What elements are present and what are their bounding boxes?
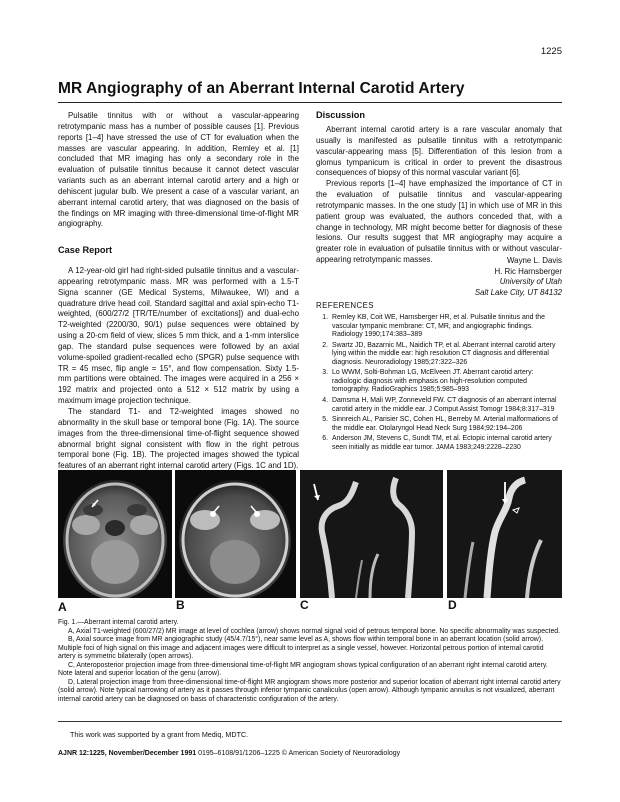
figure-panel-d <box>447 470 562 598</box>
author-2: H. Ric Harnsberger <box>494 266 562 276</box>
reference-item: 5. Sinnreich AL, Parisier SC, Cohen HL, Berreby M. Arterial malformations of the middle ear. Otolaryngol Head Neck Surg 1984;92:194–206 <box>322 416 558 432</box>
figure-panel-a <box>58 470 172 598</box>
figure-title: Fig. 1.—Aberrant internal carotid artery. <box>58 619 179 626</box>
intro-section <box>58 111 299 230</box>
discussion-heading: Discussion <box>316 110 366 120</box>
journal-name: AJNR 12:1225, November/December 1991 <box>58 750 197 757</box>
axial-t1-mr-image <box>58 470 172 598</box>
page-number: 1225 <box>540 46 562 57</box>
case-report-paragraph-2: The standard T1- and T2-weighted images showed no abnormality in the skull base or temporal bone (Fig. 1A). The source images from the three-dimensional time-of-flight sequence showed abnormal bright signal consistent with flow in the right petrous temporal bone (Fig. 1B). The projected images showed the typical features of an aberrant right internal carotid artery (Figs. 1C and 1D). <box>58 406 299 471</box>
lateral-projection-mra-image <box>447 470 562 598</box>
case-report-section <box>58 266 299 472</box>
caption-d: D, Lateral projection image from three-dimensional time-of-flight MR angiogram shows more posterior and superior location of aberrant right internal carotid artery (solid arrow). Note typical narrowing of artery as it passes through inferior tympanic canaliculus (open arrow). Although tympanic annulus is not visualized, aberrant internal carotid artery can be diagnosed on basis of characteristic configuration of the artery. <box>58 678 561 703</box>
reference-item: 1. Remley KB, Coit WE, Harnsberger HR, et al. Pulsatile tinnitus and the vascular tympanic membrane: CT, MR, and angiographic findings. Radiology 1990;174:383–389 <box>322 314 545 338</box>
figure-caption <box>58 619 562 704</box>
case-report-heading: Case Report <box>58 245 113 255</box>
case-report-paragraph-1: A 12-year-old girl had right-sided pulsatile tinnitus and a vascular-appearing retrotympanic mass. MR was performed with a 1.5-T Signa scanner (GE Medical Systems, Milwaukee, WI) and a quadrature drive head coil. Standard sagittal and axial spin-echo T1-weighted, (600/27/2 [TR/TE/number of excitations]) and dual-echo T2-weighted (2200/30, 90/1) pulse sequences were obtained by using a 20-cm field of view, slices 5 mm thick, and a 1-mm interslice gap. The standard pulse sequences were followed by an axial volume-spoiled gradient-recalled echo (SPGR) pulse sequence with TR = 45 msec, flip angle = 15°, and flow compensation. Sixty 1.5-mm partitions were obtained. The images were acquired in a 256 × 192 matrix and projected onto a 512 × 512 matrix by using a maximum image projection technique. <box>58 266 299 406</box>
reference-item: 2. Swartz JD, Bazarnic ML, Naidich TP, et al. Aberrant internal carotid artery lying within the middle ear: high resolution CT diagnosis and differential diagnosis. Neuroradiology 1985;27:322–326 <box>322 341 556 366</box>
affiliation-1: University of Utah <box>499 277 562 287</box>
discussion-paragraph-2: Previous reports [1–4] have emphasized the importance of CT in the evaluation of pulsatile tinnitus and vascular-appearing retrotympanic masses. In the one study [1] in which use of MR in this patient group was evaluated, the authors conceded that, with a change in technology, MR might become better for diagnosis of these lesions. Our results suggest that MR angiography may acquire a greater role in evaluation of pulsatile tinnitus with or without vascular-appearing retrotympanic masses. <box>316 179 562 265</box>
caption-b: B, Axial source image from MR angiographic study (45/4.7/15°), near same level as A, shows flow within temporal bone in an aberrant location (solid arrow). Multiple foci of high signal on this image and adjacent images were difficult to interpret as a single vessel, however. Horizontal petrous portion of internal carotid artery is symmetric bilaterally (open arrows). <box>58 636 544 660</box>
figure-panel-b <box>175 470 296 598</box>
caption-a: A, Axial T1-weighted (600/27/2) MR image at level of cochlea (arrow) shows normal signal void of petrous temporal bone. No specific abnormality was suspected. <box>68 627 561 635</box>
intro-paragraph: Pulsatile tinnitus with or without a vascular-appearing retrotympanic mass has a number of possible causes [1]. Previous reports [1–4] have stressed the use of CT for evaluation when the masses are vascular appearing. In addition, Remley et al. [1] concluded that MR imaging has only a secondary role in the evaluation of pulsatile tinnitus because it cannot detect vascular variants such as an aberrant internal carotid artery and a high or dehiscent jugular bulb. We present a case of a vascular variant, an aberrant internal carotid artery, that was diagnosed on the basis of the findings on MR imaging with three-dimensional time-of-flight MR angiography. <box>58 111 299 229</box>
footnote-rule <box>58 721 562 722</box>
ap-projection-mra-image <box>300 470 443 598</box>
reference-item: 3. Lo WWM, Solti-Bohman LG, McElveen JT. Aberrant carotid artery: radiologic diagnosis with emphasis on high-resolution computed tomography. RadioGraphics 1985;5:985–993 <box>322 369 534 394</box>
reference-item: 6. Anderson JM, Stevens C, Sundt TM, et al. Ectopic internal carotid artery seen initially as middle ear tumor. JAMA 1983;249:2228–2230 <box>322 435 552 451</box>
discussion-paragraph-1: Aberrant internal carotid artery is a rare vascular anomaly that usually is manifested as pulsatile tinnitus with a retrotympanic vascular-appearing mass [5]. Differentiation of this lesion from a glomus tympanicum is critical in order to prevent the disastrous consequences of biopsy of this normal vascular variant [6]. <box>316 125 562 178</box>
funding-footnote: This work was supported by a grant from Mediq, MDTC. <box>70 730 249 739</box>
axial-source-mra-image <box>175 470 296 598</box>
references-list <box>316 314 562 455</box>
discussion-section <box>316 125 562 266</box>
panel-label-b: B <box>176 598 185 612</box>
journal-rights: 0195–6108/91/1206–1225 © American Society of Neuroradiology <box>198 750 401 757</box>
panel-label-a: A <box>58 600 67 614</box>
author-signature <box>475 256 562 298</box>
panel-label-d: D <box>448 598 457 612</box>
caption-c: C, Anteroposterior projection image from three-dimensional time-of-flight MR angiogram shows typical configuration of an aberrant right internal carotid artery. Note lateral and superior location of the genu (arrow). <box>58 661 548 677</box>
title-rule <box>58 102 562 103</box>
author-1: Wayne L. Davis <box>507 256 562 265</box>
article-title: MR Angiography of an Aberrant Internal Carotid Artery <box>58 80 465 97</box>
journal-citation <box>58 750 400 757</box>
affiliation-2: Salt Lake City, UT 84132 <box>474 287 562 297</box>
references-heading: REFERENCES <box>316 301 374 310</box>
panel-label-c: C <box>300 598 309 612</box>
figure-panel-c <box>300 470 443 598</box>
reference-item: 4. Damsma H, Mali WP, Zonneveld FW. CT diagnosis of an aberrant internal carotid artery in the middle ear. J Comput Assist Tomogr 1984;8:317–319 <box>322 397 557 413</box>
